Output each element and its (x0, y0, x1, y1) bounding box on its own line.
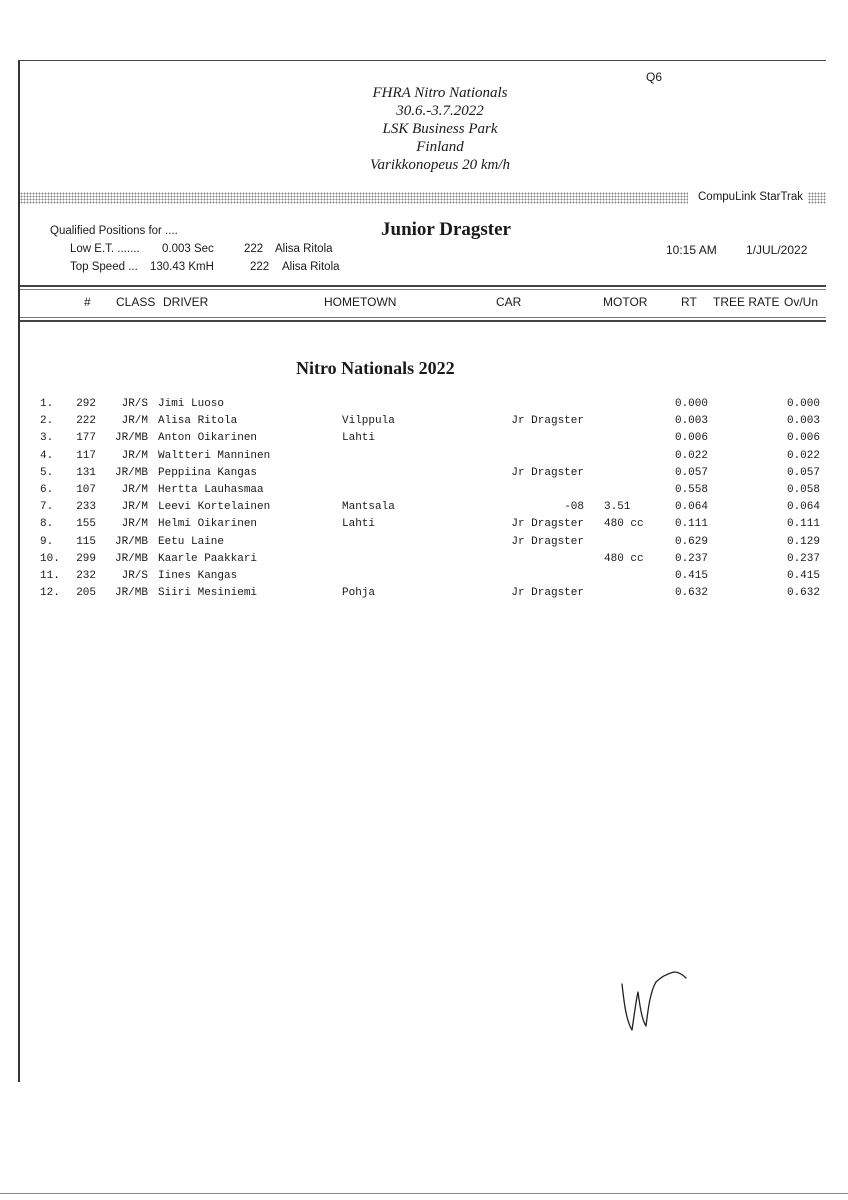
low-et-car: 222 (244, 243, 264, 255)
cell-car: Jr Dragster (511, 415, 584, 428)
col-header-car: CAR (496, 295, 522, 309)
table-row (0, 516, 848, 533)
col-header-motor: MOTOR (603, 295, 648, 309)
cell-ov-un: 0.111 (786, 518, 820, 531)
col-header-class: CLASS (116, 295, 156, 309)
dotted-band-end (808, 192, 826, 204)
col-header-ov-un: Ov/Un (784, 295, 819, 309)
cell-number: 107 (76, 483, 96, 496)
cell-ov-un: 0.003 (786, 415, 820, 428)
cell-class: JR/M (121, 415, 148, 428)
cell-number: 222 (76, 415, 96, 428)
qualified-label: Qualified Positions for .... (50, 225, 178, 237)
table-row (0, 448, 848, 465)
cell-position: 11. (40, 569, 60, 582)
cell-class: JR/M (121, 501, 148, 514)
cell-rt: 0.558 (674, 483, 708, 496)
cell-number: 117 (76, 449, 96, 462)
section-title: Nitro Nationals 2022 (296, 358, 455, 378)
cell-ov-un: 0.632 (786, 587, 820, 600)
low-et-driver: Alisa Ritola (275, 243, 333, 255)
cell-ov-un: 0.000 (786, 398, 820, 410)
cell-rt: 0.237 (674, 552, 708, 565)
cell-class: JR/S (121, 398, 148, 410)
cell-hometown: Pohja (342, 587, 376, 600)
cell-car: Jr Dragster (511, 587, 584, 600)
cell-rt: 0.006 (674, 432, 708, 445)
cell-position: 4. (40, 449, 54, 462)
top-rule (18, 60, 826, 61)
cell-position: 2. (40, 415, 54, 428)
cell-car: Jr Dragster (511, 535, 584, 548)
cell-driver: Siiri Mesiniemi (158, 587, 258, 600)
col-header-num: # (84, 295, 91, 309)
table-row (0, 534, 848, 551)
cell-driver: Leevi Kortelainen (158, 501, 271, 514)
form-code: Q6 (646, 70, 663, 84)
cell-hometown: Lahti (342, 518, 376, 531)
low-et-label: Low E.T. ....... (70, 243, 140, 255)
cell-motor: 3.51 (604, 501, 631, 514)
cell-ov-un: 0.058 (786, 483, 820, 496)
table-row (0, 499, 848, 516)
cell-ov-un: 0.022 (786, 449, 820, 462)
cell-driver: Kaarle Paakkari (158, 552, 258, 565)
cell-driver: Peppiina Kangas (158, 466, 258, 479)
cell-position: 5. (40, 466, 54, 479)
col-header-hometown: HOMETOWN (324, 295, 397, 309)
cell-hometown: Lahti (342, 432, 376, 445)
cell-driver: Anton Oikarinen (158, 432, 258, 445)
cell-ov-un: 0.006 (786, 432, 820, 445)
cell-class: JR/MB (114, 432, 148, 445)
header-rule-bottom (20, 320, 826, 322)
cell-driver: Jimi Luoso (158, 398, 225, 410)
top-speed-driver: Alisa Ritola (282, 261, 340, 273)
bottom-rule (0, 1193, 848, 1194)
header-rule-top (20, 285, 826, 287)
cell-hometown: Vilppula (342, 415, 395, 428)
cell-rt: 0.629 (674, 535, 708, 548)
cell-rt: 0.003 (674, 415, 708, 428)
cell-rt: 0.632 (674, 587, 708, 600)
cell-position: 10. (40, 552, 60, 565)
class-title: Junior Dragster (381, 219, 511, 240)
cell-driver: Iines Kangas (158, 569, 238, 582)
event-header (300, 84, 580, 174)
cell-rt: 0.057 (674, 466, 708, 479)
cell-car: Jr Dragster (511, 518, 584, 531)
table-row (0, 551, 848, 568)
event-country: Finland (416, 139, 464, 155)
cell-car: Jr Dragster (511, 466, 584, 479)
header-rule-bottom-inner (20, 317, 826, 318)
event-name: FHRA Nitro Nationals (372, 85, 508, 101)
cell-rt: 0.415 (674, 569, 708, 582)
cell-driver: Hertta Lauhasmaa (158, 483, 264, 496)
cell-class: JR/MB (114, 587, 148, 600)
cell-number: 299 (76, 552, 96, 565)
table-row (0, 430, 848, 447)
report-date: 1/JUL/2022 (746, 243, 808, 257)
top-speed-label: Top Speed ... (70, 261, 138, 273)
cell-ov-un: 0.129 (786, 535, 820, 548)
cell-driver: Alisa Ritola (158, 415, 238, 428)
cell-position: 1. (40, 398, 54, 410)
cell-number: 205 (76, 587, 96, 600)
cell-position: 3. (40, 432, 54, 445)
cell-rt: 0.064 (674, 501, 708, 514)
cell-number: 131 (76, 466, 96, 479)
cell-number: 155 (76, 518, 96, 531)
col-header-tree-rate: TREE RATE (713, 295, 780, 309)
cell-ov-un: 0.057 (786, 466, 820, 479)
cell-ov-un: 0.415 (786, 569, 820, 582)
table-row (0, 568, 848, 585)
cell-class: JR/MB (114, 535, 148, 548)
cell-class: JR/MB (114, 466, 148, 479)
event-pit-speed: Varikkonopeus 20 km/h (370, 157, 510, 173)
table-row (0, 465, 848, 482)
report-time: 10:15 AM (666, 243, 717, 257)
cell-position: 9. (40, 535, 54, 548)
cell-driver: Waltteri Manninen (158, 449, 271, 462)
event-dates: 30.6.-3.7.2022 (396, 103, 484, 119)
top-speed-value: 130.43 KmH (150, 261, 214, 273)
table-row (0, 413, 848, 430)
table-row (0, 396, 848, 413)
cell-motor: 480 cc (604, 552, 644, 565)
event-venue: LSK Business Park (382, 121, 498, 137)
cell-number: 115 (76, 535, 96, 548)
top-speed-car: 222 (250, 261, 270, 273)
cell-ov-un: 0.237 (786, 552, 820, 565)
cell-number: 232 (76, 569, 96, 582)
col-header-rt: RT (681, 295, 697, 309)
cell-car: -08 (564, 501, 584, 514)
table-row (0, 585, 848, 602)
handwritten-signature (612, 962, 702, 1042)
cell-number: 233 (76, 501, 96, 514)
cell-rt: 0.000 (674, 398, 708, 410)
low-et-value: 0.003 Sec (162, 243, 214, 255)
cell-rt: 0.022 (674, 449, 708, 462)
cell-class: JR/M (121, 518, 148, 531)
cell-class: JR/MB (114, 552, 148, 565)
cell-ov-un: 0.064 (786, 501, 820, 514)
results-table (0, 396, 848, 602)
timing-system-brand: CompuLink StarTrak (698, 191, 804, 203)
col-header-driver: DRIVER (163, 295, 209, 309)
dotted-band (20, 192, 688, 204)
cell-driver: Eetu Laine (158, 535, 225, 548)
cell-position: 6. (40, 483, 54, 496)
cell-rt: 0.111 (674, 518, 708, 531)
cell-hometown: Mantsala (342, 501, 395, 514)
cell-position: 7. (40, 501, 54, 514)
cell-class: JR/M (121, 449, 148, 462)
cell-class: JR/S (121, 569, 148, 582)
header-rule-top-inner (20, 289, 826, 290)
cell-class: JR/M (121, 483, 148, 496)
cell-motor: 480 cc (604, 518, 644, 531)
cell-number: 177 (76, 432, 96, 445)
table-row (0, 482, 848, 499)
cell-number: 292 (76, 398, 96, 410)
cell-position: 12. (40, 587, 60, 600)
cell-position: 8. (40, 518, 54, 531)
cell-driver: Helmi Oikarinen (158, 518, 258, 531)
